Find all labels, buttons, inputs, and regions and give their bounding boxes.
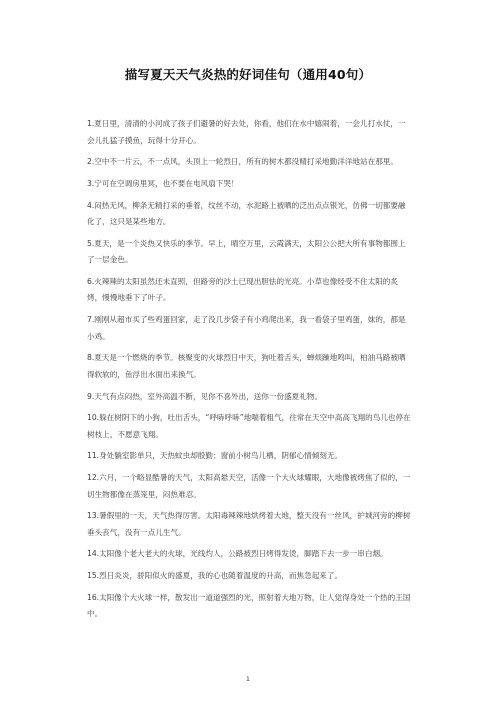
paragraph: 11.身处躺室影单只，天热蚊虫却殷勤；窗前小树鸟儿栖，阴郁心情倾刻无。 xyxy=(87,451,343,461)
paragraph: 5.夏天，是一个炎热又快乐的季节。早上，晴空万里，云霞满天，太阳公公把大所有事物都围上了一层金色。 xyxy=(87,238,406,265)
paragraph: 9.天气有点闷热，室外高温不断，见你不喜外出，送你一份盛夏礼物。 xyxy=(87,391,323,401)
page-number: 1 xyxy=(245,675,251,683)
paragraph: 13.暑假里的一天，天气热得厉害。太阳毒辣辣地烘烤着大地，整天没有一丝风，护城河旁的柳树垂头丧气，没有一点儿生气。 xyxy=(87,511,411,537)
paragraph: 3.宁可在空调房里冥，也不要在电风扇下哭！ xyxy=(87,178,239,188)
paragraph: 16.太阳像个大火球一样，散发出一道道强烈的光，照射着大地万物，让人觉得身处一个热的王国中。 xyxy=(87,592,411,619)
paragraph: 10.躲在树阴下的小狗，吐出舌头，“呼哧呼哧”地喘着粗气，往常在天空中高高飞翔的鸟儿也停在树枝上，不愿意飞翔。 xyxy=(87,413,411,439)
document-body xyxy=(87,116,413,628)
paragraph: 2.空中不一片云，不一点风，头顶上一轮烈日，所有的树木都没精打采地勤洋洋地站在那里。 xyxy=(87,157,398,167)
paragraph: 4.闷热无风，柳条无精打采的垂着，纹丝不动，水泥路上被晒的泛出点点银光，仿佛一切都要融化了，这只是某些地方。 xyxy=(87,200,406,227)
document-title: 描写夏天天气炎热的好词佳句（通用40句） xyxy=(124,67,372,82)
paragraph: 14.太阳像个老大老大的火球，光线灼人，公路被烈日烤得发烫，脚踏下去一步一串白烟。 xyxy=(87,549,388,559)
paragraph: 8.夏天是一个燃烧的季节。核聚变的火球烈日中天，狗吐着舌头，蝉烦躁地鸣叫，柏油马路被晒得软软的，鱼浮出水面出来换气。 xyxy=(87,353,406,379)
paragraph: 1.夏日里，清清的小河成了孩子们避暑的好去处，你看，他们在水中嬉闹着，一会儿打水仗，一会儿扎猛子摸鱼，玩得十分开心。 xyxy=(87,119,406,145)
paragraph: 7.刚刚从超市买了些鸡蛋回家，走了没几步袋子有小鸡爬出来，我一看袋子里鸡蛋，妹的，都是小鸡。 xyxy=(87,315,406,341)
paragraph: 12.六月，一个略显酷暑的天气，太阳高悬天空，活像一个大火球耀眼，大地像被烤焦了似的，一切生物都像在蒸笼里，闷热难忍。 xyxy=(87,473,411,499)
paragraph: 6.火辣辣的太阳虽然还未直照，但路旁的沙土已现出胆怯的光亮。小草也像经受不住太阳的炙烤，慢慢地垂下了叶子。 xyxy=(87,276,398,303)
paragraph: 15.烈日炎炎，骄阳似火的盛夏，我的心也随着温度的升高，而焦急起来了。 xyxy=(87,571,343,581)
